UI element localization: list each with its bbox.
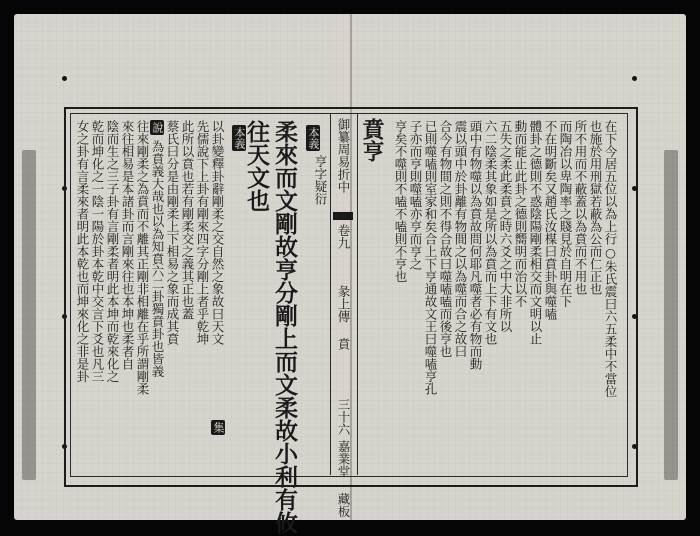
text-column: 先儒說下上卦有剛來四字分剛上者乎乾坤 bbox=[195, 120, 210, 345]
book-title: 御纂周易折中 bbox=[336, 118, 351, 193]
section-tag: 集 bbox=[212, 422, 225, 433]
text-column: 為賁義大哉也以為知賁六二卦獨賁卦也皆義 bbox=[150, 140, 165, 378]
section-label: 彖上傳 賁 bbox=[336, 285, 351, 350]
text-column: 體卦之德則不惑陰陽剛柔相交而文明以止 bbox=[528, 120, 543, 345]
text-column: 頭中有物噬以為賁故問何耶凡噬者必有物而動 bbox=[468, 120, 483, 370]
text-column: 也施於用刑獄若蔽為公而仁正也 bbox=[588, 120, 603, 295]
annotation-note: 亨字疑衍 bbox=[313, 155, 328, 205]
section-tag: 說 bbox=[151, 122, 164, 133]
binding-hole bbox=[62, 76, 67, 81]
classic-text-line: 柔來而文剛故亨分剛上而文柔故小利有攸 bbox=[271, 120, 298, 534]
text-column: 亨矣不噬則不嗑不嗑則不亨也 bbox=[393, 120, 408, 283]
fishtail-mark bbox=[333, 212, 353, 220]
printer-mark: 嘉業堂 藏板 bbox=[336, 440, 351, 518]
benyi-tag: 本義 bbox=[233, 127, 246, 149]
page-number: 三十六 bbox=[336, 398, 351, 436]
hexagram-heading: 賁亨 bbox=[359, 118, 385, 162]
text-column: 蔡氏曰分是由剛柔上下相易之象而成其賁 bbox=[165, 120, 180, 345]
text-column: 來往相易是本諸卦而言剛來往也本坤也柔者自 bbox=[120, 120, 135, 370]
text-column: 所不用而不蔽蓋以為賁而不用也 bbox=[573, 120, 588, 295]
text-column: 動而能止此卦之德則嚮明而治以不 bbox=[513, 120, 528, 308]
edge-stain bbox=[664, 150, 678, 480]
edge-stain bbox=[22, 150, 36, 480]
text-column: 往來剛柔之為賁而不離其正剛非相離在乎所謂剛柔 bbox=[135, 120, 150, 395]
text-column: 此所以賁也若有剛柔交之義其正也蓋 bbox=[180, 120, 195, 320]
text-column: 六二陰柔其象如是所以為賁而上下有文也 bbox=[483, 120, 498, 345]
text-column: 以卦變釋卦辭剛柔之交自然之象故曰天文 bbox=[210, 120, 225, 345]
text-column: 女之卦有言柔來者明此本乾也而坤來化之非是卦 bbox=[75, 120, 90, 383]
classic-text-line: 往天文也 bbox=[243, 120, 270, 212]
text-column: 已則噬嗑則室家和矣合上下亨通故文王曰噬嗑亨孔 bbox=[423, 120, 438, 395]
text-column: 震以頭中於卦離有物間之以為噬而合之故曰 bbox=[453, 120, 468, 358]
text-column: 乾而坤化之一陰一陽於卦本乾中交言下爻也凡三 bbox=[90, 120, 105, 383]
text-column: 合今有物間之則不得合故曰噬嗑嗑而後亨也 bbox=[438, 120, 453, 358]
text-column: 陰而生之三子卦有言剛柔者明此本坤而乾來化之 bbox=[105, 120, 120, 383]
text-column: 不在明斷矣又趙氏汝楳曰賁卦與噬嗑 bbox=[543, 120, 558, 320]
volume-label: 卷九 bbox=[336, 224, 351, 249]
text-column: 五失之柔此柔賁之時六爻之中大非所以 bbox=[498, 120, 513, 333]
text-column: 在下今居五位以為上行○朱氏震曰六五柔中不當位 bbox=[603, 120, 618, 398]
text-column: 子亦而亨則噬嗑亦亨而亨之 bbox=[408, 120, 423, 270]
benyi-tag: 本義 bbox=[307, 127, 320, 149]
text-column: 而陶冶以卑陶率之賤見於自明在下 bbox=[558, 120, 573, 308]
binding-hole bbox=[632, 76, 637, 81]
